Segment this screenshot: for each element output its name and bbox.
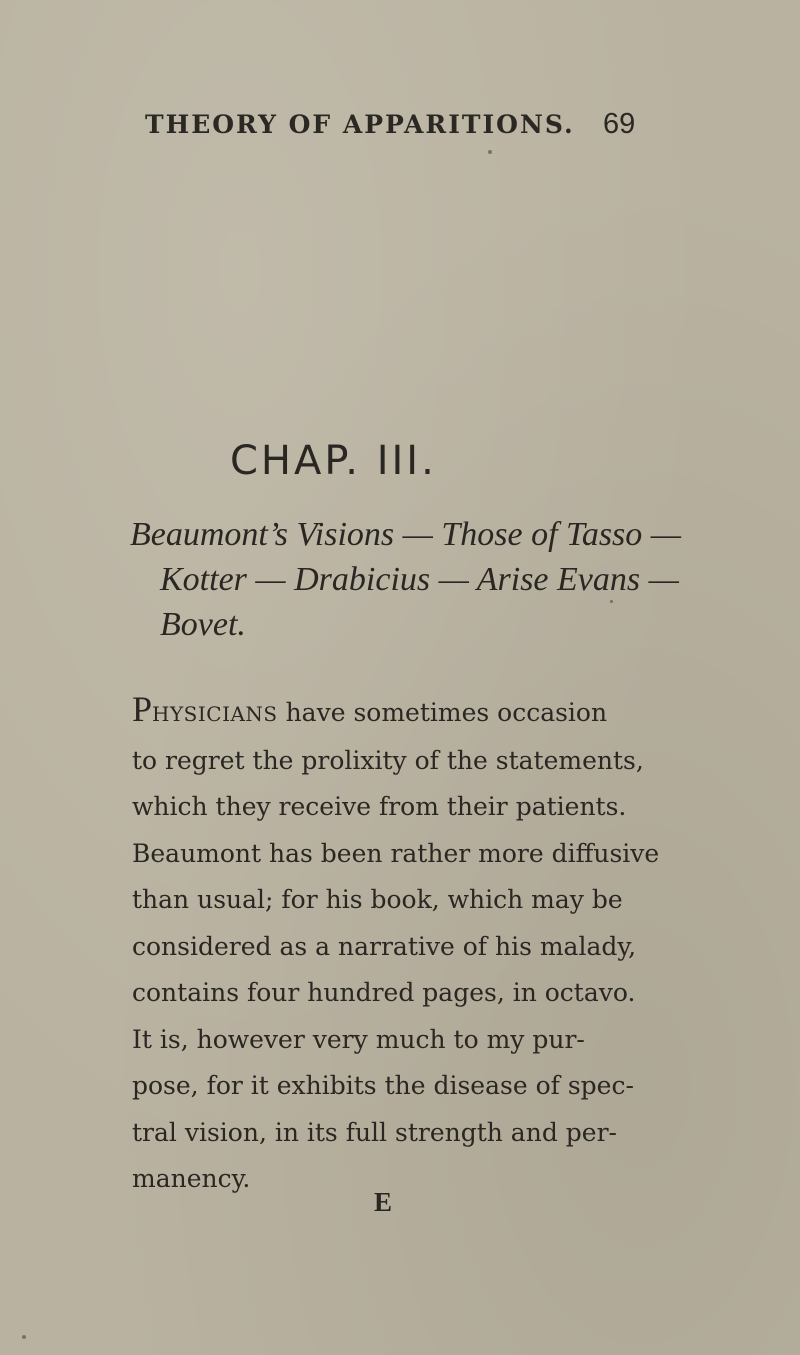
body-line: It is, however very much to my pur- — [132, 1024, 585, 1054]
first-line-text: have sometimes occasion — [277, 698, 608, 727]
chapter-heading: CHAP. III. — [230, 438, 437, 484]
body-line: than usual; for his book, which may be — [132, 885, 623, 914]
body-paragraph — [132, 689, 660, 1203]
running-head — [145, 110, 645, 139]
synopsis-line: Kotter — Drabicius — Arise Evans — — [160, 561, 679, 598]
body-line: pose, for it exhibits the disease of spec- — [132, 1071, 634, 1100]
paper-speck — [488, 150, 492, 154]
running-head-title: THEORY OF APPARITIONS. — [145, 110, 575, 139]
body-line: contains four hundred pages, in octavo. — [132, 978, 636, 1007]
chapter-synopsis — [130, 512, 682, 647]
body-line: Beaumont has been rather more diffusive — [132, 838, 660, 868]
body-line: which they receive from their patients. — [132, 792, 627, 821]
first-word-smallcaps: HYSICIANS — [152, 702, 278, 726]
synopsis-line: Beaumont’s Visions — Those of Tasso — — [130, 516, 682, 553]
body-first-line — [132, 690, 632, 738]
body-line: to regret the prolixity of the statements, — [132, 745, 644, 775]
body-line: manency. — [132, 1164, 251, 1193]
paper-speck — [22, 1335, 26, 1339]
drop-cap: P — [132, 689, 153, 729]
body-line: tral vision, in its full strength and per- — [132, 1117, 617, 1147]
paper-speck — [610, 600, 613, 603]
synopsis-line: Bovet. — [160, 606, 246, 643]
page-number: 69 — [603, 108, 636, 140]
signature-mark: E — [374, 1187, 393, 1217]
body-line: considered as a narrative of his malady, — [132, 931, 637, 961]
